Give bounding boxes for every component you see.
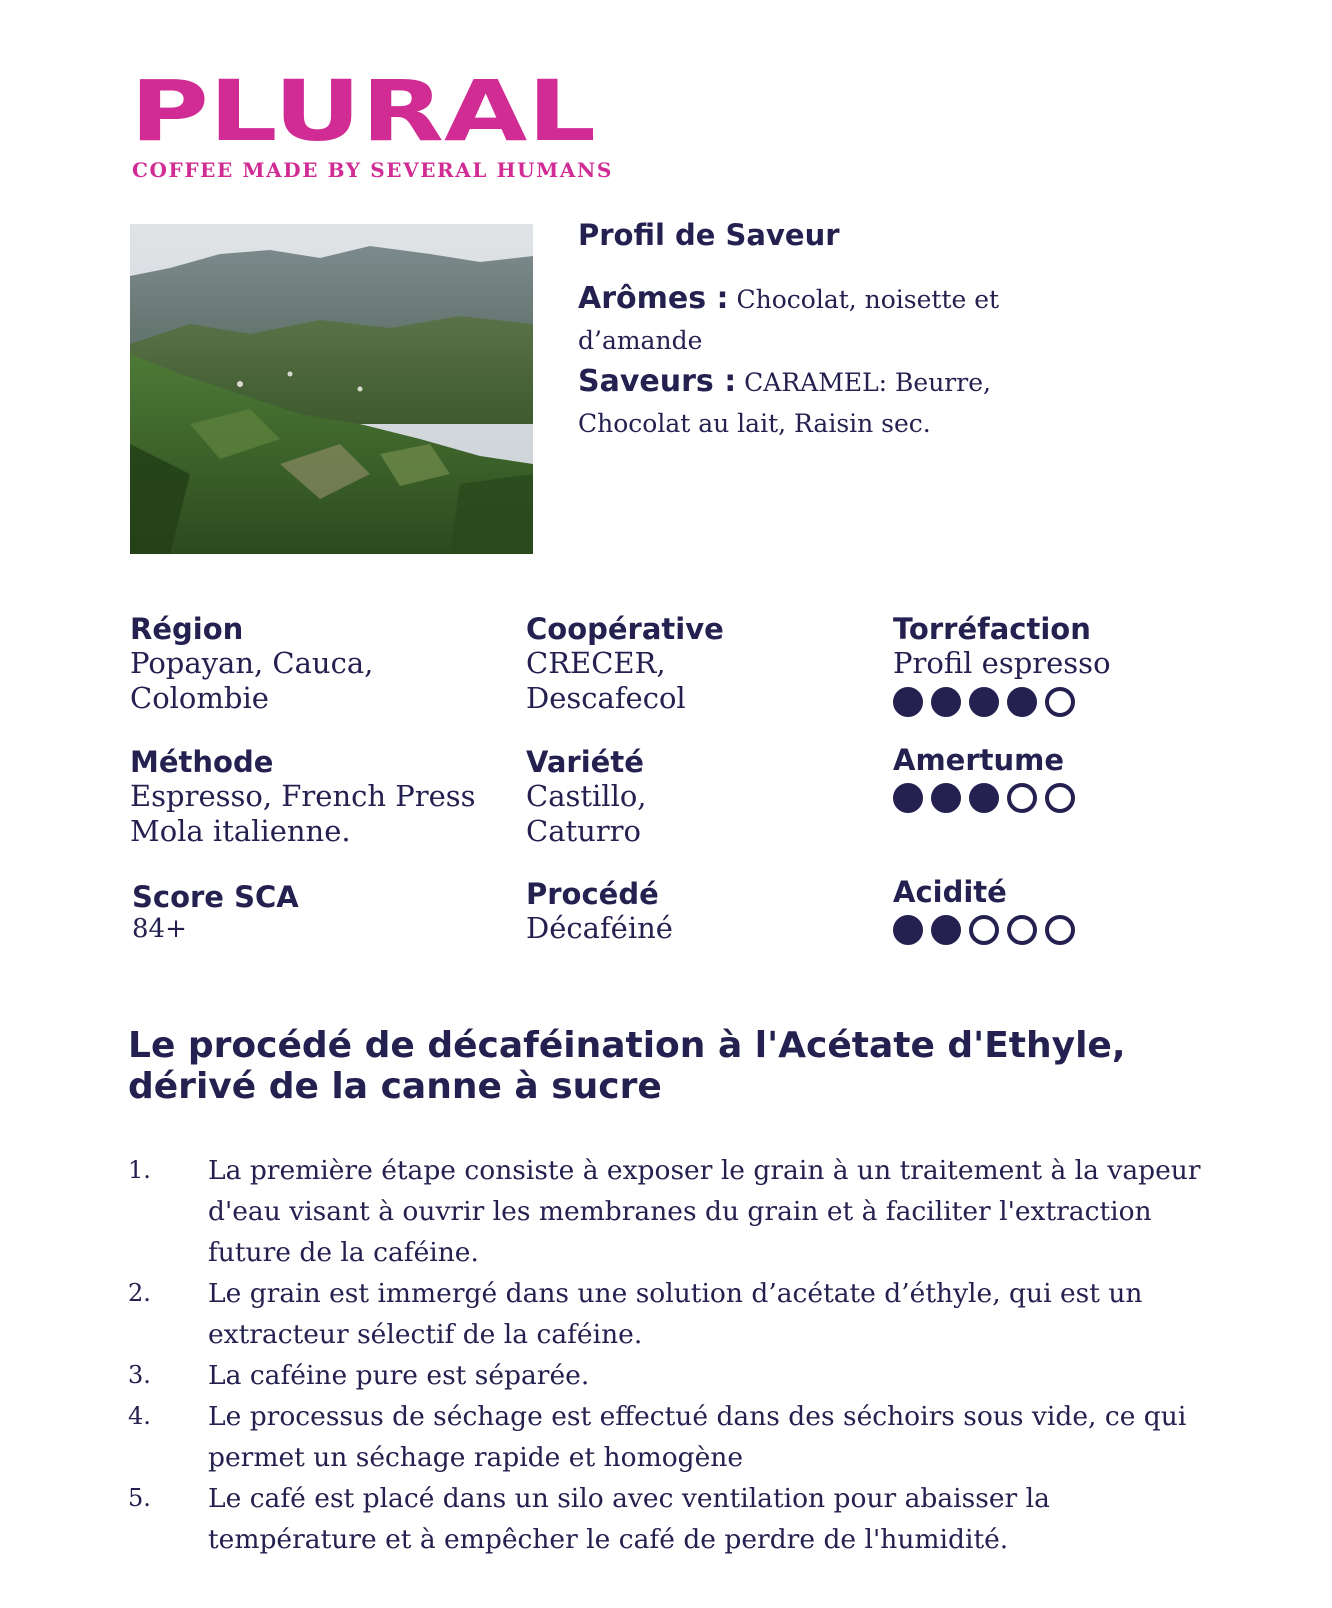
rating-dot-filled <box>931 915 961 945</box>
saveurs-line <box>578 361 1058 444</box>
fact-variete <box>526 745 647 849</box>
step-number: 4. <box>128 1402 151 1430</box>
acidite-label: Acidité <box>893 875 1007 909</box>
rating-dot-filled <box>893 687 923 717</box>
fact-cooperative <box>526 612 724 716</box>
aromes-line <box>578 278 1058 361</box>
rating-torrefaction <box>893 612 1111 717</box>
brand-logo-wordmark <box>130 78 600 148</box>
landscape-photo <box>130 224 533 554</box>
step-text: Le grain est immergé dans une solution d’acétate d’éthyle, qui est un extracteur sélectif de la caféine. <box>208 1278 1143 1350</box>
rating-dot-filled <box>931 687 961 717</box>
saveurs-value: CARAMEL: Beurre, Chocolat au lait, Raisin sec. <box>578 368 991 438</box>
amertume-dots <box>893 783 1075 813</box>
rating-dot-filled <box>1007 687 1037 717</box>
fact-methode <box>130 745 476 849</box>
variete-value: Castillo, Caturro <box>526 779 647 848</box>
torrefaction-value: Profil espresso <box>893 646 1111 680</box>
rating-dot-empty <box>1007 915 1037 945</box>
acidite-dots <box>893 915 1075 945</box>
cooperative-label: Coopérative <box>526 612 724 646</box>
list-item <box>128 1273 1218 1355</box>
list-item <box>128 1355 1218 1396</box>
rating-dot-empty <box>1007 783 1037 813</box>
rating-dot-filled <box>893 783 923 813</box>
rating-dot-filled <box>969 783 999 813</box>
procede-value: Décaféiné <box>526 911 673 945</box>
rating-acidite <box>893 875 1075 945</box>
rating-dot-empty <box>969 915 999 945</box>
list-item <box>128 1478 1218 1560</box>
methode-label: Méthode <box>130 745 274 779</box>
rating-amertume <box>893 743 1075 813</box>
step-number: 5. <box>128 1484 151 1512</box>
procede-label: Procédé <box>526 877 659 911</box>
profile-title: Profil de Saveur <box>578 218 840 252</box>
step-number: 3. <box>128 1361 151 1389</box>
rating-dot-filled <box>931 783 961 813</box>
fact-region <box>130 612 373 716</box>
steps-list <box>128 1150 1218 1560</box>
rating-dot-filled <box>969 687 999 717</box>
aromes-label: Arômes : <box>578 281 729 316</box>
list-item <box>128 1150 1218 1273</box>
methode-value: Espresso, French Press Mola italienne. <box>130 779 476 848</box>
variete-label: Variété <box>526 745 644 779</box>
rating-dot-filled <box>893 915 923 945</box>
torrefaction-label: Torréfaction <box>893 612 1091 646</box>
flavour-profile <box>578 218 1058 444</box>
torrefaction-dots <box>893 687 1111 717</box>
rating-dot-empty <box>1045 915 1075 945</box>
fact-score <box>132 880 299 944</box>
brand-logo <box>130 78 600 148</box>
aromes-value: Chocolat, noisette et d’amande <box>578 285 1000 355</box>
rating-dot-empty <box>1045 687 1075 717</box>
step-number: 2. <box>128 1279 151 1307</box>
step-text: Le processus de séchage est effectué dans des séchoirs sous vide, ce qui permet un séchage rapide et homogène <box>208 1401 1187 1473</box>
rating-dot-empty <box>1045 783 1075 813</box>
brand-tagline: COFFEE MADE BY SEVERAL HUMANS <box>132 158 613 182</box>
list-item <box>128 1396 1218 1478</box>
region-label: Région <box>130 612 244 646</box>
step-text: La première étape consiste à exposer le grain à un traitement à la vapeur d'eau visant à ouvrir les membranes du grain et à faciliter l'extraction future de la caféine. <box>208 1155 1201 1268</box>
step-number: 1. <box>128 1156 151 1184</box>
brand-name: PLURAL <box>130 78 596 148</box>
step-text: La caféine pure est séparée. <box>208 1360 590 1391</box>
step-text: Le café est placé dans un silo avec ventilation pour abaisser la température et à empêcher le café de perdre de l'humidité. <box>208 1483 1050 1555</box>
fact-procede <box>526 877 673 946</box>
amertume-label: Amertume <box>893 743 1065 777</box>
score-label: Score SCA <box>132 880 299 914</box>
cooperative-value: CRECER, Descafecol <box>526 646 686 715</box>
saveurs-label: Saveurs : <box>578 364 737 399</box>
section-title: Le procédé de décaféination à l'Acétate d'Ethyle, dérivé de la canne à sucre <box>128 1025 1126 1107</box>
region-value: Popayan, Cauca, Colombie <box>130 646 374 715</box>
score-value: 84+ <box>132 914 187 944</box>
